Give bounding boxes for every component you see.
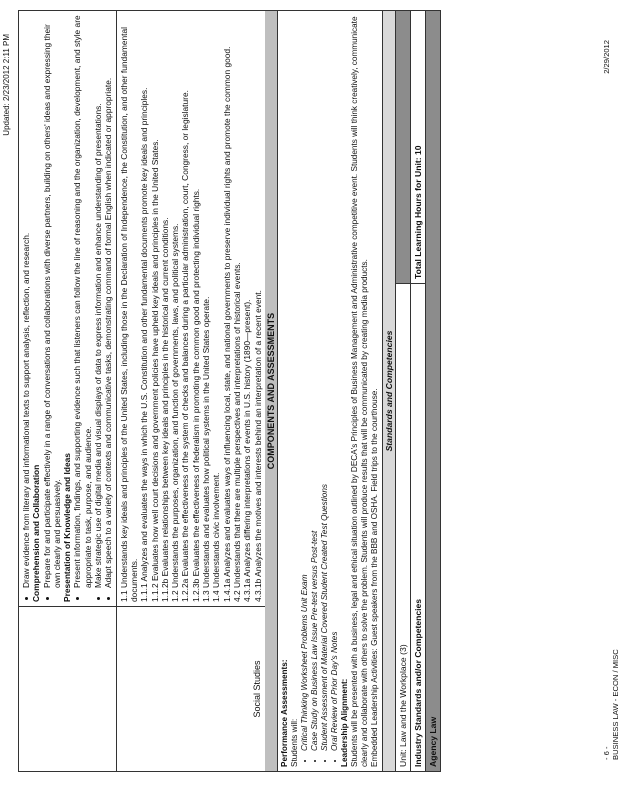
ss-line: 1.1.2b Evaluates relationships between key ideals and principles in the historical and current conditions. [159, 217, 170, 602]
social-studies-label: Social Studies [251, 660, 262, 718]
ss-line: 1.1.2 Evaluates how well court decisions and government policies have upheld key ideals and principles in the United States. [149, 139, 160, 602]
total-hours: Total Learning Hours for Unit: 10 [412, 145, 423, 279]
agency-row [426, 10, 441, 772]
ss-line: 1.4 Understands civic involvement. [211, 472, 222, 602]
ela-standards [19, 11, 116, 606]
agency-row-shade [426, 11, 440, 283]
ss-line: 4.3.1a Analyzes differing interpretations of events in U.S. history (1890—present). [242, 299, 253, 602]
ela-row [18, 10, 116, 772]
updated-timestamp: Updated: 2/23/2012 2:11 PM [2, 34, 11, 136]
standards-header: Standards and Competencies [383, 10, 396, 772]
performance-item: • Oral Review of Prior Day's Notes [330, 15, 340, 751]
ela-bullet: • Make strategic use of digital media and visual displays of data to express information and enhance understanding of presentations. [93, 15, 103, 588]
footer-date: 2/29/2012 [602, 40, 611, 74]
leadership-heading: Leadership Alignment: [339, 678, 349, 767]
ss-line: 1.1.1 Analyzes and evaluates the ways in which the U.S. Constitution and other fundamental documents promote key ideals and principles. [139, 87, 150, 602]
social-studies-standards [117, 11, 265, 606]
unit-row [396, 10, 411, 772]
row-label-social-studies [117, 606, 265, 771]
performance-intro: Students will: [289, 718, 299, 767]
performance-item: • Student Assessment of Material Covered Student Created Test Questions [320, 15, 330, 751]
agency-label: Agency Law [427, 716, 438, 767]
ela-bullet: • Draw evidence from literary and informational texts to support analysis, reflection, and research. [21, 15, 31, 588]
performance-heading: Performance Assessments: [279, 659, 289, 767]
leadership-text: Students will be presented with a business, legal and ethical situation outlined by DECA's Principles of Business Management and Administrative competitive event. Students will think creatively, communicate clearly and collaborate with others to solve the problem. Students will produce results that will be communicated by creating media products. [349, 16, 369, 767]
ss-line: 4.3.1b Analyzes the motives and interests behind an interpretation of a recent event. [252, 290, 263, 602]
row-label-ela [19, 606, 116, 771]
components-body [278, 10, 383, 772]
ela-heading: Presentation of Knowledge and Ideas [62, 453, 73, 602]
footer-left: - 6 - BUSINESS LAW - ECON / MISC [602, 649, 620, 760]
social-studies-row [116, 10, 265, 772]
performance-item: • Case Study on Business Law Issue Pre-test versus Post-test [310, 15, 320, 751]
ela-bullet: • Present information, findings, and supporting evidence such that listeners can follow the line of reasoning and the organization, development, and style are appropriate to task, purpose, and audience. [72, 15, 93, 588]
industry-label: Industry Standards and/or Competencies [411, 283, 425, 771]
ss-line: 1.2.3b Evaluates the effectiveness of federalism in promoting the common good and protecting individual rights. [190, 188, 201, 602]
unit-label: Unit: Law and the Workplace (3) [396, 283, 410, 771]
ela-bullet: • Adapt speech to a variety of contexts and communicative tasks, demonstrating command of formal English when indicated or appropriate. [103, 15, 113, 588]
unit-row-shade [396, 11, 410, 283]
ela-bullet: • Prepare for and participate effectively in a range of conversations and collaborations with diverse partners, building on others' ideas and expressing their own clearly and persuasively. [42, 15, 63, 588]
ss-line: 1.2.2a Evaluates the effectiveness of the system of checks and balances during a particular administration, court, Congress, or legislature. [180, 90, 191, 602]
ss-line: 1.1 Understands key ideals and principles of the United States, including those in the Declaration of Independence, the Constitution, and other fundamental documents. [118, 27, 139, 602]
curriculum-table [18, 10, 441, 772]
ss-line: 1.3 Understands and evaluates how political systems in the United States operate. [201, 296, 212, 602]
industry-row [411, 10, 426, 772]
performance-item: • Critical Thinking Worksheet Problems Unit Exam [300, 15, 310, 751]
ss-line: 1.4.1a Analyzes and evaluates ways of influencing local, state, and national governments to preserve individual rights and promote the common good. [221, 46, 232, 602]
ela-heading: Comprehension and Collaboration [31, 464, 42, 602]
ss-line: 1.2 Understands the purposes, organization, and function of governments, laws, and political systems. [170, 223, 181, 602]
components-header: COMPONENTS AND ASSESSMENTS [265, 10, 278, 772]
ss-line: 4.2 Understands that there are multiple perspectives and interpretations of historical events. [231, 262, 242, 602]
embedded-activities: Embedded Leadership Activities: Guest speakers from the BBB and OSHA. Field trips to the courthouse. [369, 388, 379, 767]
